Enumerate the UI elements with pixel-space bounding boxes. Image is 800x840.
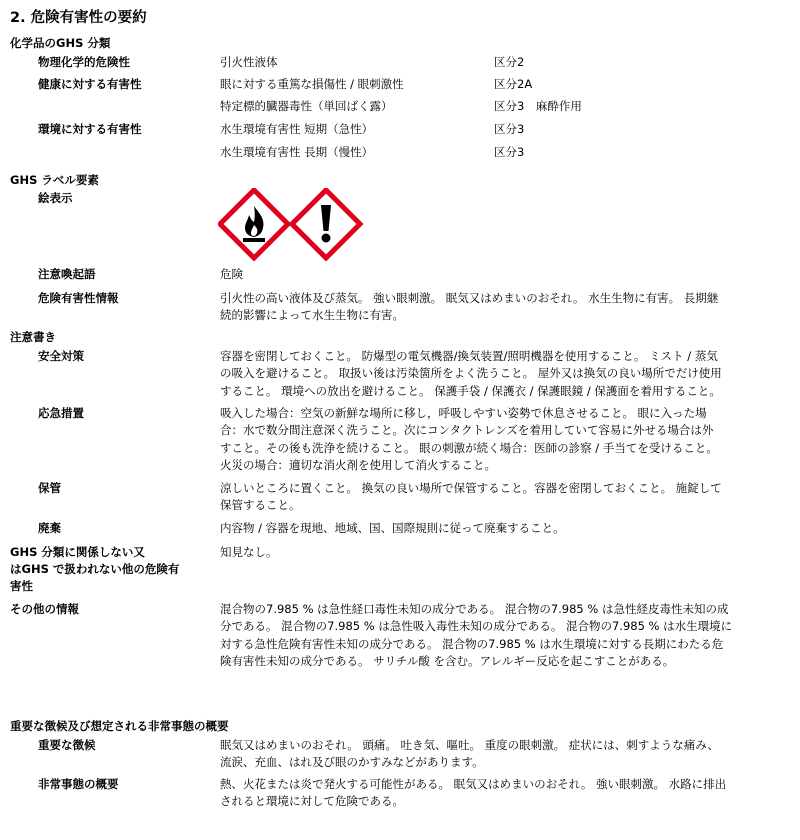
hazard-info-line: 引火性の高い液体及び蒸気。 強い眼刺激。 眠気又はめまいのおそれ。 水生生物に有害。 長期継 [220,291,719,305]
other-hazards-label-line: 害性 [10,579,33,593]
physical-hazard-item: 引火性液体 [220,55,278,69]
env-hazard-category-acute: 区分3 [494,122,525,136]
environmental-hazard-label: 環境に対する有害性 [38,122,142,136]
prevention-label: 安全対策 [38,349,84,363]
hazard-info-label: 危険有害性情報 [38,291,119,305]
symptoms-label: 重要な徴候 [38,738,96,752]
prevention-line: 容器を密閉しておくこと。 防爆型の電気機器/換気装置/照明機器を使用すること。 ミスト / 蒸気 [220,349,718,363]
other-info-label: その他の情報 [10,602,79,616]
signal-word: 危険 [220,267,243,281]
health-hazard-item-stot: 特定標的臓器毒性（単回ばく露） [220,99,393,113]
physical-hazard-category: 区分2 [494,55,525,69]
symptoms-heading: 重要な徴候及び想定される非常事態の概要 [10,719,229,733]
env-hazard-category-chronic: 区分3 [494,145,525,159]
symptoms-line: 流涙、充血、はれ及び眼のかすみなどがあります。 [220,755,484,769]
label-elements-heading: GHS ラベル要素 [10,173,99,187]
prevention-line: の吸入を避けること。 取扱い後は汚染箇所をよく洗うこと。 屋外又は換気の良い場所でだけ使用 [220,366,722,380]
env-hazard-item-chronic: 水生環境有害性 長期（慢性） [220,145,374,159]
emergency-overview-line: されると環境に対して危険である。 [220,794,404,808]
symptoms-line: 眠気又はめまいのおそれ。 頭痛。 吐き気、嘔吐。 重度の眼刺激。 症状には、刺すような痛み、 [220,738,719,752]
health-hazard-label: 健康に対する有害性 [38,77,142,91]
health-hazard-item-eye: 眼に対する重篤な損傷性 / 眼刺激性 [220,77,404,91]
other-info-line: 混合物の7.985 % は急性経口毒性未知の成分である。 混合物の7.985 % は急性経皮毒性未知の成 [220,602,729,616]
pictogram-row [218,188,364,265]
other-info-line: 分である。 混合物の7.985 % は急性吸入毒性未知の成分である。 混合物の7.985 % は水生環境に [220,619,733,633]
other-hazards-label-line: GHS 分類に関係しない又 [10,545,145,559]
response-line: 火災の場合：適切な消火剤を使用して消火すること。 [220,458,496,472]
pictogram-label: 絵表示 [38,191,73,205]
emergency-overview-line: 熱、火花または炎で発火する可能性がある。 眠気又はめまいのおそれ。 強い眼刺激。 水路に排出 [220,777,727,791]
physical-hazard-label: 物理化学的危険性 [38,55,130,69]
disposal-label: 廃棄 [38,521,61,535]
health-hazard-category-stot: 区分3 麻酔作用 [494,99,582,113]
other-info-line: 対する急性危険有害性未知の成分である。 混合物の7.985 % は水生環境に対する長期にわたる危 [220,637,724,651]
response-line: 吸入した場合：空気の新鮮な場所に移し，呼吸しやすい姿勢で休息させること。 眼に入った場 [220,406,707,420]
storage-label: 保管 [38,481,61,495]
hazard-info-line: 続的影響によって水生生物に有害。 [220,308,404,322]
storage-line: 涼しいところに置くこと。 換気の良い場所で保管すること。容器を密閉しておくこと。 施錠して [220,481,722,495]
ghs-classification-heading: 化学品のGHS 分類 [10,36,111,50]
env-hazard-item-acute: 水生環境有害性 短期（急性） [220,122,374,136]
health-hazard-category-eye: 区分2A [494,77,533,91]
exclamation-mark-icon [292,190,360,258]
response-label: 応急措置 [38,406,84,420]
response-line: すこと。その後も洗浄を続けること。 眼の刺激が続く場合：医師の診察 / 手当てを受けること。 [220,441,718,455]
prevention-line: すること。 環境への放出を避けること。 保護手袋 / 保護衣 / 保護眼鏡 / 保護面を着用すること。 [220,384,721,398]
section-title: 2. 危険有害性の要約 [10,10,147,26]
precautions-heading: 注意書き [10,330,56,344]
signal-word-label: 注意喚起語 [38,267,96,281]
other-hazards-label-line: はGHS で扱われない他の危険有 [10,562,180,576]
other-hazards-value: 知見なし。 [220,545,278,559]
other-info-line: 険有害性未知の成分である。 サリチル酸 を含む。アレルギー反応を起こすことがある。 [220,654,675,668]
storage-line: 保管すること。 [220,498,301,512]
flame-icon [220,190,288,258]
emergency-overview-label: 非常事態の概要 [38,777,119,791]
response-line: 合：水で数分間注意深く洗うこと。次にコンタクトレンズを着用していて容易に外せる場合は外 [220,423,714,437]
disposal-text: 内容物 / 容器を現地、地域、国、国際規則に従って廃棄すること。 [220,521,565,535]
